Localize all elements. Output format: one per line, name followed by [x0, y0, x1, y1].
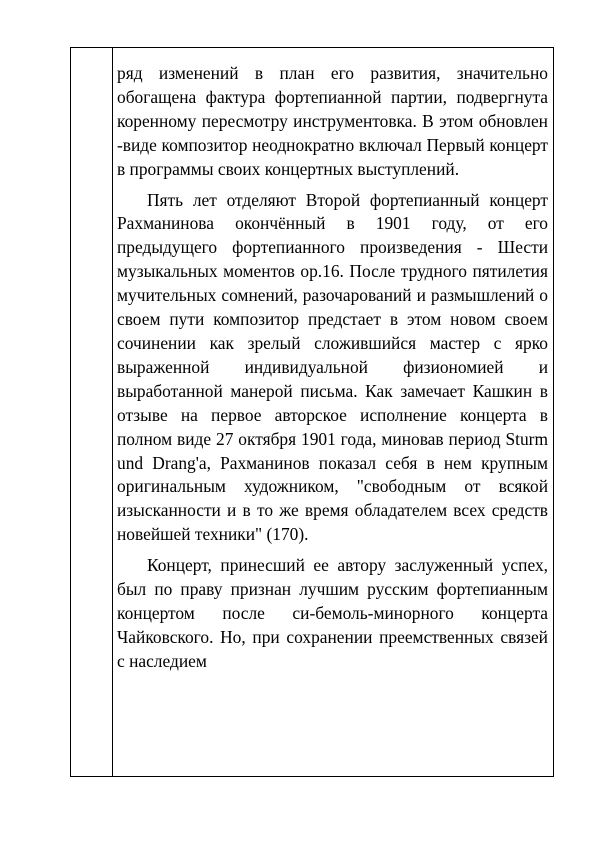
paragraph-concerto-success: Концерт, принесший ее автору заслуженный успех, был по праву признан лучшим русским фортепианным концертом после си-бемоль-минорного концерта Чайковского. Но, при сохранении преемственных связей с наследием: [117, 555, 548, 671]
paragraph-second-concerto: Пять лет отделяют Второй фортепианный концерт Рахманинова окончённый в 1901 году, от его предыдущего фортепианного произведения - Шести музыкальных моментов ор.16. После трудного пятилетия мучительных сомнений, разочарований и размышлений о своем пути композитор предстает в этом новом своем сочинении как зрелый сложившийся мастер с ярко выраженной индивидуальной физиономией и выработанной манерой письма. Как замечает Кашкин в отзыве на первое авторское исполнение концерта в полном виде 27 октября 1901 года, миновав период Sturm und Drang'a, Рахманинов показал себя в нем крупным оригинальным художником, "свободным от всякой изысканности и в то же время обладателем всех средств новейшей техники" (170).: [117, 189, 548, 545]
table-column-divider: [112, 47, 113, 777]
table-right-border: [553, 47, 554, 777]
table-left-border: [70, 47, 71, 777]
paragraph-continuation: ряд изменений в план его развития, значительно обогащена фактура фортепианной партии, подвергнута коренному пересмотру инструментовка. В этом обновлен -виде композитор неоднократно включал Первый концерт в программы своих концертных выступлений.: [117, 63, 548, 179]
table-text-cell: [117, 62, 548, 674]
